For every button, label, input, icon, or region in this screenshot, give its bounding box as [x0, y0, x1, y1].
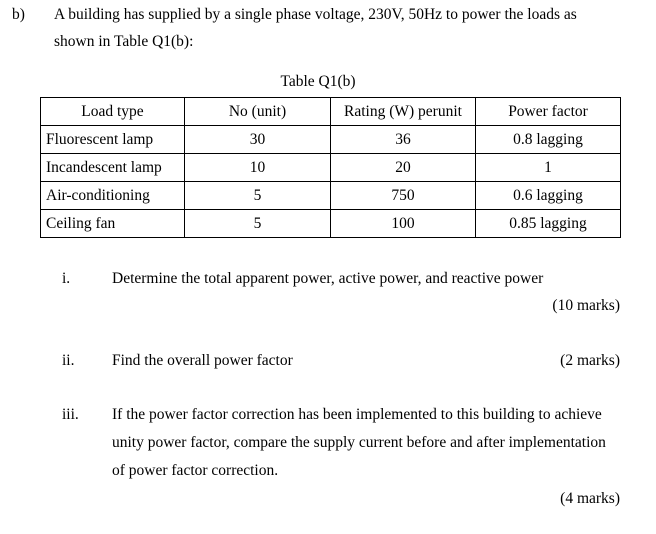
part-ii-text: Find the overall power factor	[112, 352, 293, 369]
part-iii-number: iii.	[62, 406, 79, 423]
question-label: b)	[12, 6, 25, 23]
table-header-row	[41, 98, 621, 126]
part-i-text: Determine the total apparent power, active power, and reactive power	[112, 270, 544, 287]
cell-load: Fluorescent lamp	[41, 126, 185, 154]
header-load-type: Load type	[41, 98, 185, 126]
part-i-number: i.	[62, 270, 71, 287]
table-row	[41, 182, 621, 210]
cell-units: 5	[185, 182, 331, 210]
part-i-marks: (10 marks)	[552, 297, 620, 314]
question-intro-line-1: A building has supplied by a single phase voltage, 230V, 50Hz to power the loads as	[54, 6, 577, 23]
header-units: No (unit)	[185, 98, 331, 126]
cell-load: Ceiling fan	[41, 210, 185, 238]
header-power-factor: Power factor	[476, 98, 621, 126]
cell-rating: 20	[331, 154, 476, 182]
part-iii-text-line-2: unity power factor, compare the supply current before and after implementation	[112, 434, 606, 451]
part-iii-marks: (4 marks)	[560, 490, 620, 507]
part-iii-text-line-1: If the power factor correction has been implemented to this building to achieve	[112, 406, 602, 423]
cell-pf: 0.8 lagging	[476, 126, 621, 154]
cell-rating: 750	[331, 182, 476, 210]
cell-units: 30	[185, 126, 331, 154]
loads-table	[40, 97, 621, 238]
cell-units: 5	[185, 210, 331, 238]
table-row	[41, 126, 621, 154]
table-caption: Table Q1(b)	[280, 73, 356, 90]
table-row	[41, 210, 621, 238]
table-row	[41, 154, 621, 182]
cell-rating: 36	[331, 126, 476, 154]
cell-units: 10	[185, 154, 331, 182]
part-iii-text-line-3: of power factor correction.	[112, 462, 279, 479]
cell-pf: 1	[476, 154, 621, 182]
cell-rating: 100	[331, 210, 476, 238]
part-ii-marks: (2 marks)	[560, 352, 620, 369]
part-ii-number: ii.	[62, 352, 75, 369]
cell-load: Incandescent lamp	[41, 154, 185, 182]
cell-load: Air-conditioning	[41, 182, 185, 210]
cell-pf: 0.6 lagging	[476, 182, 621, 210]
header-rating: Rating (W) perunit	[331, 98, 476, 126]
cell-pf: 0.85 lagging	[476, 210, 621, 238]
question-intro-line-2: shown in Table Q1(b):	[54, 33, 194, 50]
